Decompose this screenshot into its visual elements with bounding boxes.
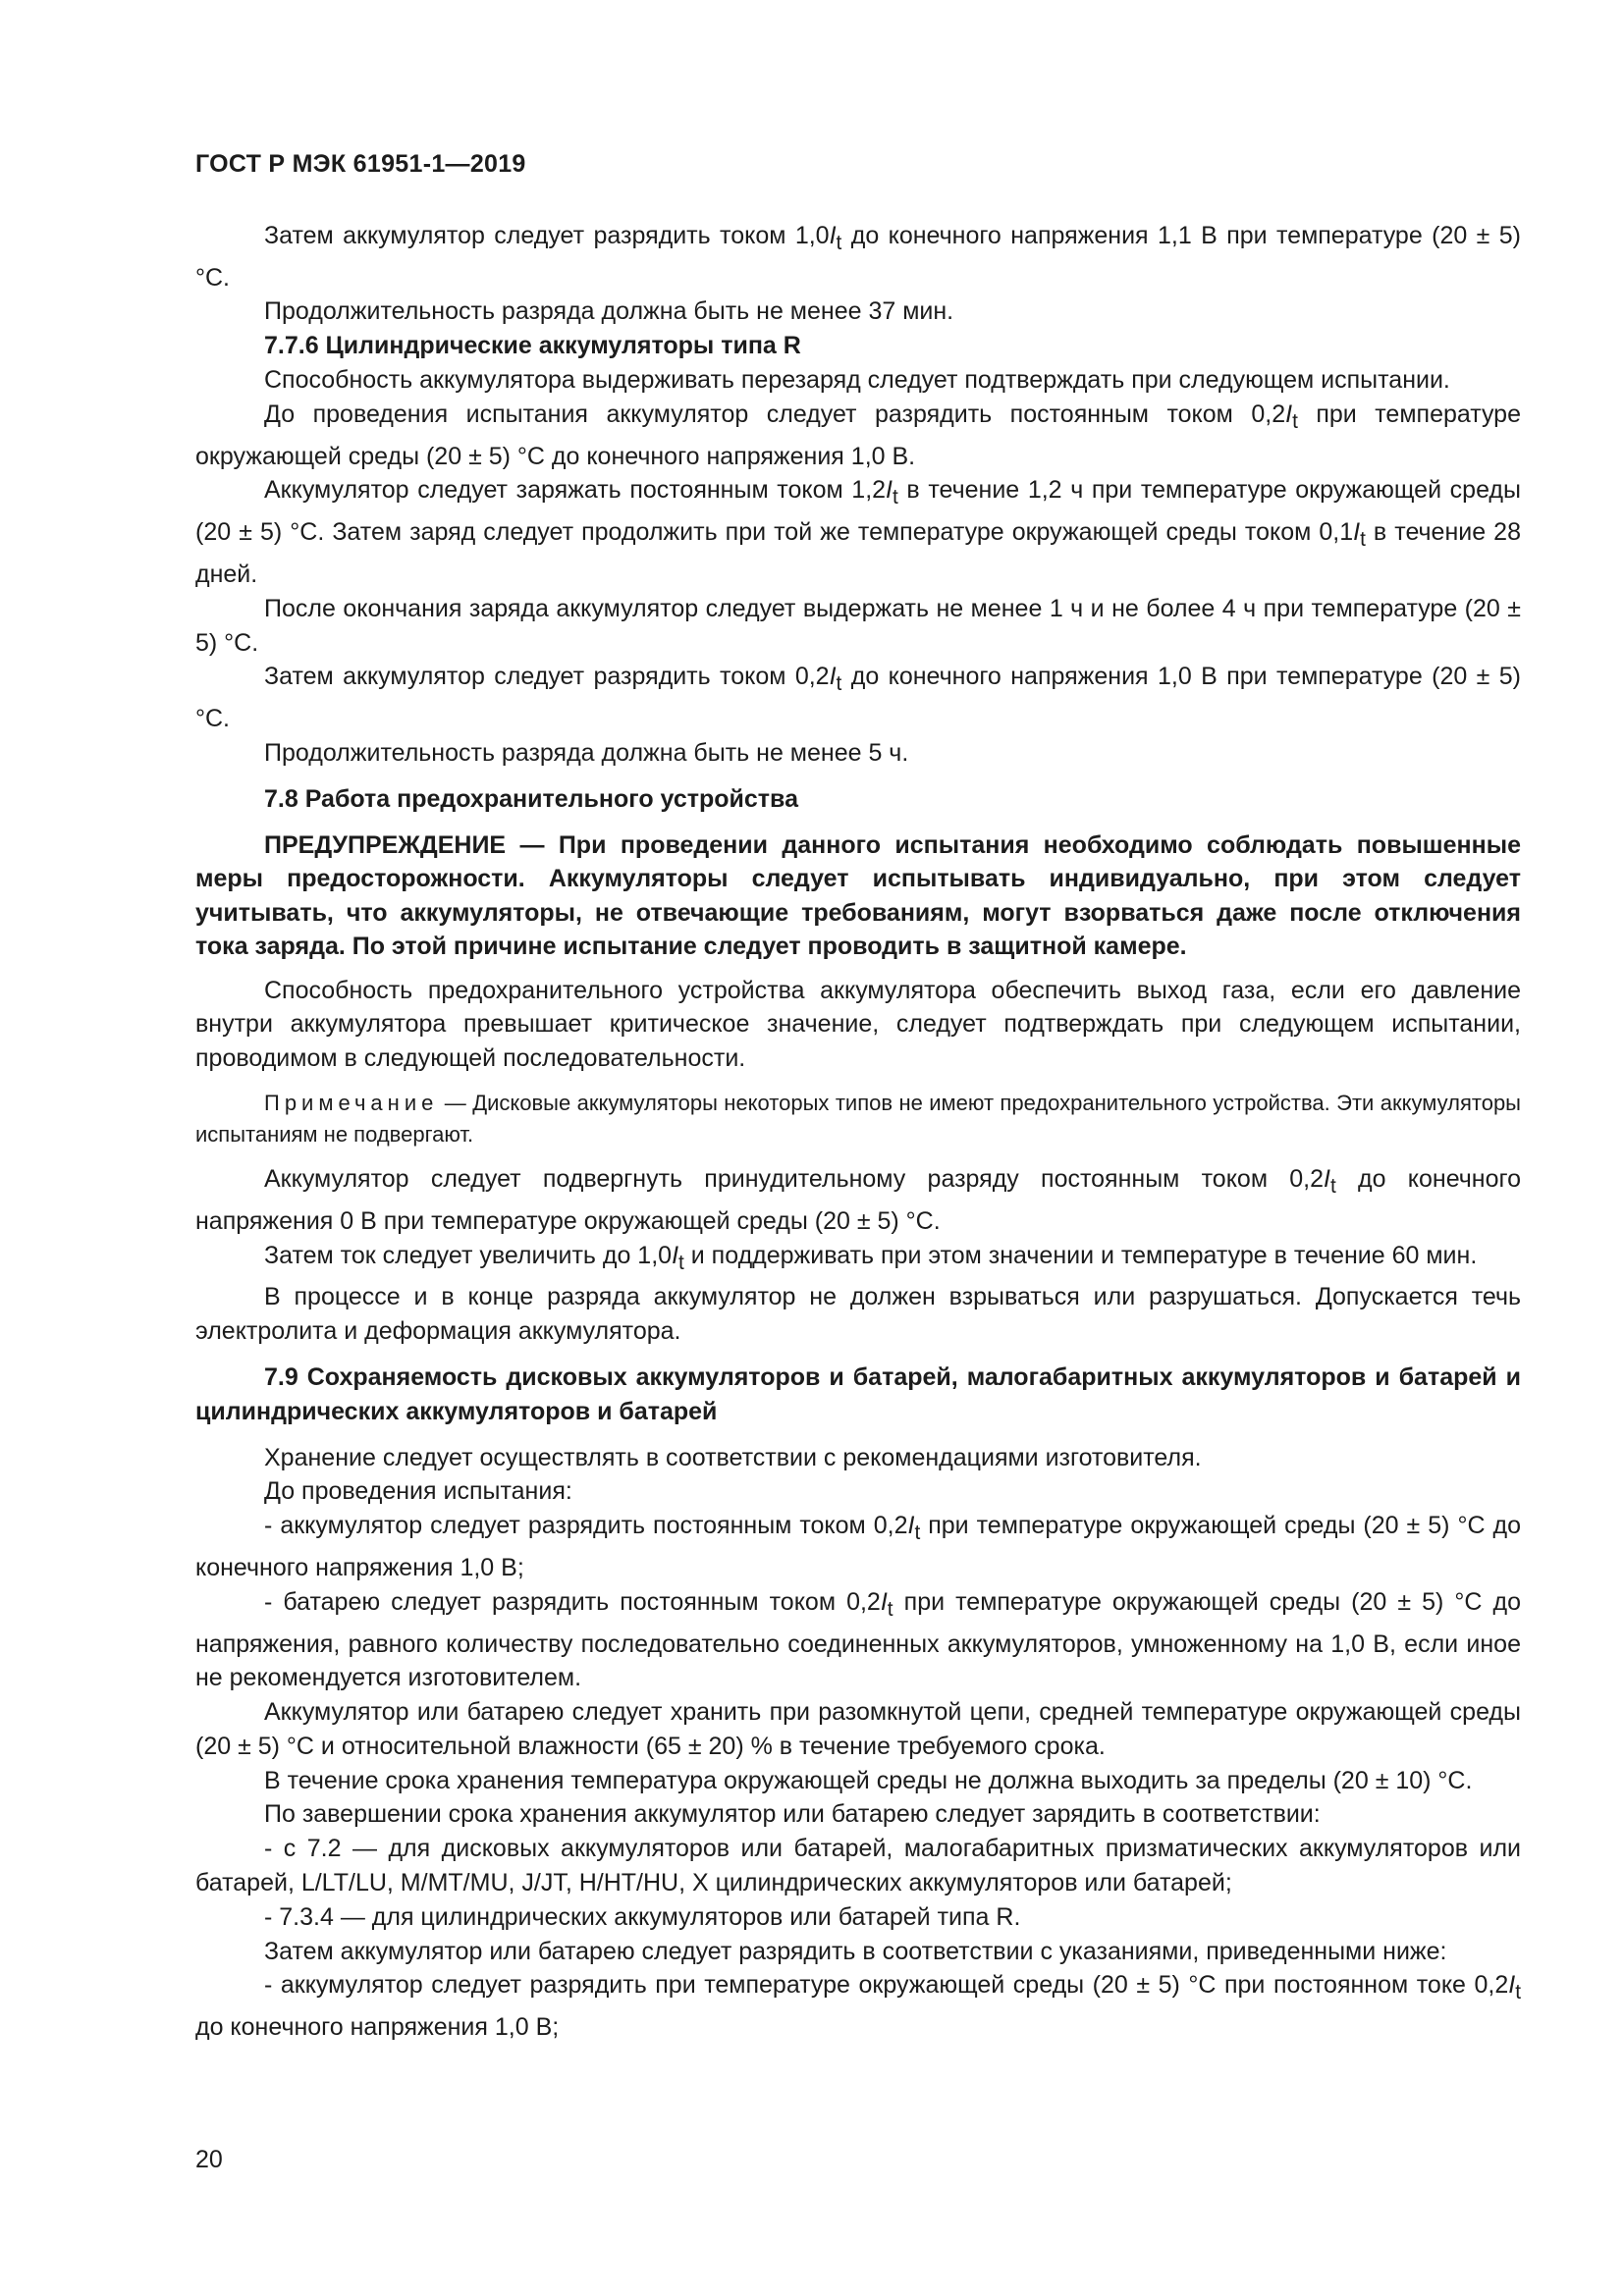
paragraph: В течение срока хранения температура окружающей среды не должна выходить за пределы (20 ± 10) °С. <box>264 1766 1473 1794</box>
list-item: - аккумулятор следует разрядить постоянным током $0,2I_t$ при температуре окружающей среды (20 ± 5) °С до конечного напряжения 1,0 В; <box>195 1512 1521 1581</box>
paragraph: Затем ток следует увеличить до $1,0I_t$ и поддерживать при этом значении и температуре в течение 60 мин. <box>264 1241 1478 1274</box>
document-header: ГОСТ Р МЭК 61951-1—2019 <box>195 150 526 178</box>
paragraph: До проведения испытания аккумулятор следует разрядить постоянным током $0,2I_t$ при температуре окружающей среды (20 ± 5) °С до конечного напряжения 1,0 В. <box>195 400 1521 470</box>
paragraph: Аккумулятор следует заряжать постоянным током $1,2I_t$ в течение 1,2 ч при температуре окружающей среды (20 ± 5) °С. Затем заряд следует продолжить при той же температуре окружающей среды током $0,1I_t$ в течение 28 дней. <box>195 476 1521 588</box>
note-text: Примечание — Дисковые аккумуляторы некоторых типов не имеют предохранительного устройства. Эти аккумуляторы испытаниям не подвергают. <box>195 1090 1521 1147</box>
warning-text: ПРЕДУПРЕЖДЕНИЕ — При проведении данного испытания необходимо соблюдать повышенные меры предосторожности. Аккумуляторы следует испытывать индивидуально, при этом следует учитывать, что аккумуляторы, не отвечающие требованиям, могут взорваться даже после отключения тока заряда. По этой причине испытание следует проводить в защитной камере. <box>195 830 1521 961</box>
paragraph: До проведения испытания: <box>264 1477 572 1506</box>
paragraph: Продолжительность разряда должна быть не менее 37 мин. <box>264 297 954 326</box>
paragraph: Затем аккумулятор следует разрядить током $1,0I_t$ до конечного напряжения 1,1 В при температуре (20 ± 5) °С. <box>195 221 1521 292</box>
section-heading-7-9: 7.9 Сохраняемость дисковых аккумуляторов и батарей, малогабаритных аккумуляторов и батарей и цилиндрических аккумуляторов и батарей <box>195 1362 1521 1425</box>
paragraph: Аккумулятор или батарею следует хранить при разомкнутой цепи, средней температуре окружающей среды (20 ± 5) °С и относительной влажности (65 ± 20) % в течение требуемого срока. <box>195 1698 1521 1760</box>
paragraph: В процессе и в конце разряда аккумулятор не должен взрываться или разрушаться. Допускается течь электролита и деформация аккумулятора. <box>195 1283 1521 1346</box>
section-heading-7-8: 7.8 Работа предохранительного устройства <box>264 784 798 813</box>
page-number: 20 <box>195 2146 223 2173</box>
section-heading-7-7-6: 7.7.6 Цилиндрические аккумуляторы типа R <box>264 332 801 360</box>
paragraph: Способность аккумулятора выдерживать перезаряд следует подтверждать при следующем испытании. <box>264 365 1450 394</box>
list-item: - с 7.2 — для дисковых аккумуляторов или батарей, малогабаритных призматических аккумуляторов или батарей, L/LT/LU, M/MT/MU, J/JT, H/HT/HU, X цилиндрических аккумуляторов или батарей; <box>195 1835 1521 1897</box>
paragraph: Хранение следует осуществлять в соответствии с рекомендациями изготовителя. <box>264 1443 1202 1471</box>
paragraph: После окончания заряда аккумулятор следует выдержать не менее 1 ч и не более 4 ч при температуре (20 ± 5) °С. <box>195 594 1521 657</box>
list-item: - батарею следует разрядить постоянным током $0,2I_t$ при температуре окружающей среды (20 ± 5) °С до напряжения, равного количеству последовательно соединенных аккумуляторов, умноженному на 1,0 В, если иное не рекомендуется изготовителем. <box>195 1587 1521 1692</box>
paragraph: Затем аккумулятор следует разрядить током $0,2I_t$ до конечного напряжения 1,0 В при температуре (20 ± 5) °С. <box>195 663 1521 733</box>
paragraph: Аккумулятор следует подвергнуть принудительному разряду постоянным током $0,2I_t$ до конечного напряжения 0 В при температуре окружающей среды (20 ± 5) °С. <box>195 1164 1521 1235</box>
paragraph: Затем аккумулятор или батарею следует разрядить в соответствии с указаниями, приведенными ниже: <box>264 1937 1447 1965</box>
document-page <box>195 147 1521 2045</box>
list-item: - аккумулятор следует разрядить при температуре окружающей среды (20 ± 5) °С при постоянном токе $0,2I_t$ до конечного напряжения 1,0 В; <box>195 1971 1521 2042</box>
paragraph: По завершении срока хранения аккумулятор или батарею следует зарядить в соответствии: <box>264 1800 1321 1829</box>
paragraph: Продолжительность разряда должна быть не менее 5 ч. <box>264 738 909 767</box>
list-item: - 7.3.4 — для цилиндрических аккумуляторов или батарей типа R. <box>264 1902 1021 1931</box>
paragraph: Способность предохранительного устройства аккумулятора обеспечить выход газа, если его давление внутри аккумулятора превышает критическое значение, следует подтверждать при следующем испытании, проводимом в следующей последовательности. <box>195 976 1521 1073</box>
